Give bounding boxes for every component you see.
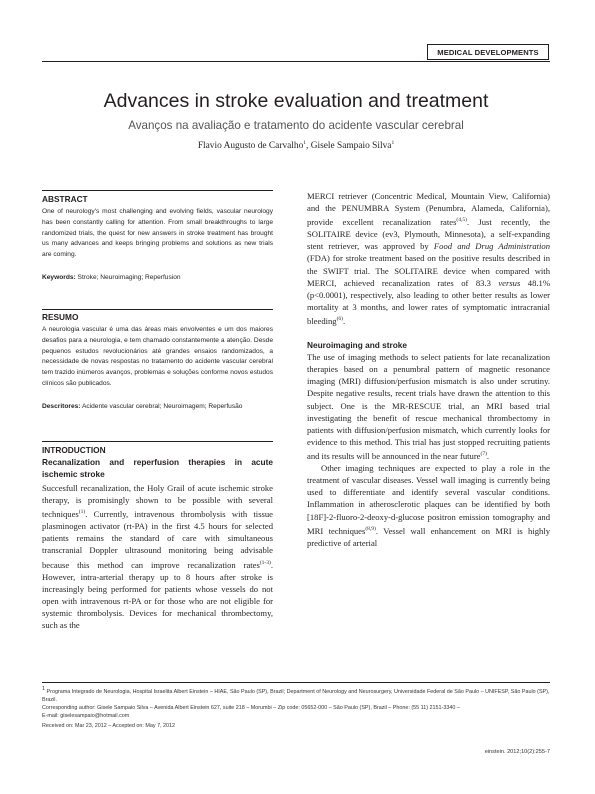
recanalization-subheading: Recanalization and reperfusion therapies in acute ischemic stroke xyxy=(42,457,273,479)
thrombectomy-paragraph: MERCI retriever (Concentric Medical, Mountain View, California) and the PENUMBRA System (Penumbra, Alameda, California), provide excellent recanalization rates$^{(4,5)}$. Just recently, the SOLITAIRE device (ev3, Plymouth, Minnesota), a self-expanding stent retriever, was approved by Food and Drug Administration (FDA) for stroke treatment based on the positive results described in the SWIFT trial. The SOLITAIRE device when compared with MERCI, achieved recanalization rates of 83.3 versus 48.1% (p<0.0001), respectively, also leading to other better results as lower mortality at 3 months, and lower rates of symptomatic intracranial bleeding$^{(6)}$. xyxy=(307,191,550,326)
abstract-section xyxy=(42,194,273,281)
abstract-keywords xyxy=(42,274,273,281)
introduction-heading: INTRODUCTION xyxy=(42,445,106,455)
author-separator: , xyxy=(306,141,311,152)
author-list xyxy=(42,140,550,151)
keywords-label: Keywords: xyxy=(42,273,76,281)
author-name: Flavio Augusto de Carvalho xyxy=(197,141,304,152)
section-badge: MEDICAL DEVELOPMENTS xyxy=(427,44,549,60)
affiliation-marker: 1 xyxy=(303,140,307,146)
resumo-rule xyxy=(42,309,273,310)
journal-citation: einstein. 2012;10(2):255-7 xyxy=(484,749,550,755)
article-title: Advances in stroke evaluation and treatment xyxy=(103,90,489,112)
dates-note: Received on: Mar 23, 2012 – Accepted on: May 7, 2012 xyxy=(42,722,176,729)
keywords-value: Stroke; Neuroimaging; Reperfusion xyxy=(75,273,181,281)
author-name: Gisele Sampaio Silva xyxy=(310,141,392,152)
descritores-value: Acidente vascular cerebral; Neuroimagem; Reperfusão xyxy=(80,402,243,410)
introduction-paragraph: Succesfull recanalization, the Holy Grail of acute ischemic stroke therapy, is promisingly shown to be possible with several techniques$^{(1)}$. Currently, intravenous thrombolysis with tissue plasminogen activator (rt-PA) in the first 4.5 hours for selected patients remains the standard of care with simultaneous transcranial Doppler ultrasound monitoring being advisable because this method can improve recanalization rates$^{(1-3)}$. However, intra-arterial therapy up to 8 hours after stroke is increasingly being performed for patients whose vessels do not open with intravenous rt-PA or for those who are not eligible for systemic thrombolysis. Devices for mechanical thrombectomy, such as the xyxy=(42,483,273,631)
introduction-rule xyxy=(42,441,273,442)
affiliation-note: $^1$ Programa Integrado de Neurologia, Hospital Israelita Albert Einstein – HIAE, São Paulo (SP), Brazil; Department of Neurology and Neurosurgery, Universidade Federal de São Paulo – UNIFESP, São Paulo (SP), Brazil. xyxy=(42,686,550,703)
abstract-rule xyxy=(42,190,273,191)
resumo-keywords xyxy=(42,403,273,410)
introduction-section xyxy=(42,445,273,631)
neuroimaging-paragraph: The use of imaging methods to select patients for late recanalization therapies based on a penumbral pattern of magnetic resonance imaging (MRI) diffusion/perfusion mismatch is also under scrutiny. Despite negative results, recent trials have drawn the attention to this subject. One is the MR-RESCUE trial, an MRI based trial investigating the benefit of rescue mechanical thrombectomy in patients with diffusion/perfusion mismatch, which currently looks for evidence to this method. This trial has just stopped recruiting patients and its results will be announced in the near future$^{(7)}$. xyxy=(307,352,550,461)
abstract-text: One of neurology’s most challenging and evolving fields, vascular neurology has been constantly calling for attention. From small breakthroughs to large randomized trials, the quest for new answers in stroke treatment has brought us many advances and keeps bringing problems and solutions as new trials are coming. xyxy=(42,208,273,259)
abstract-heading: ABSTRACT xyxy=(42,194,88,204)
article-subtitle: Avanços na avaliação e tratamento do acidente vascular cerebral xyxy=(128,119,464,132)
correspondence-note: Corresponding author: Gisele Sampaio Silva – Avenida Albert Einstein 627, suite 218 – Morumbi – Zip code: 05652-000 – São Paulo (SP), Brazil – Phone: (55 11) 2151-3340 – xyxy=(42,705,460,712)
neuroimaging-heading: Neuroimaging and stroke xyxy=(307,340,408,351)
resumo-heading: RESUMO xyxy=(42,312,79,322)
right-column xyxy=(307,190,550,549)
header-rule xyxy=(42,61,550,62)
footnotes xyxy=(42,685,550,730)
affiliation-marker: 1 xyxy=(391,140,395,146)
vessel-imaging-paragraph: Other imaging techniques are expected to play a role in the treatment of vascular diseases. Vessel wall imaging is currently being used to differentiate and identify several vascular conditions. Inflammation in atherosclerotic plaques can be identified by both [18F]-2-fluoro-2-deoxy-d-glucose positron emission tomography and MRI techniques$^{(8,9)}$. Vessel wall enhancement on MRI is highly predictive of arterial xyxy=(307,463,550,548)
descritores-label: Descritores: xyxy=(42,402,81,410)
resumo-section xyxy=(42,312,273,410)
email-note: E-mail: giselesampaio@hotmail.com xyxy=(42,713,130,720)
resumo-text: A neurologia vascular é uma das áreas mais envolventes e um dos maiores desafios para a neurologia, e tem chamado constantemente a atenção. Desde pequenos estudos revolucionários até grandes ensaios randomizados, a necessidade de novas respostas no tratamento do acidente vascular cerebral tem trazido inúmeros avanços, problemas e soluções conforme novos estudos clínicos são publicados. xyxy=(42,326,273,387)
footnote-rule xyxy=(42,682,550,683)
